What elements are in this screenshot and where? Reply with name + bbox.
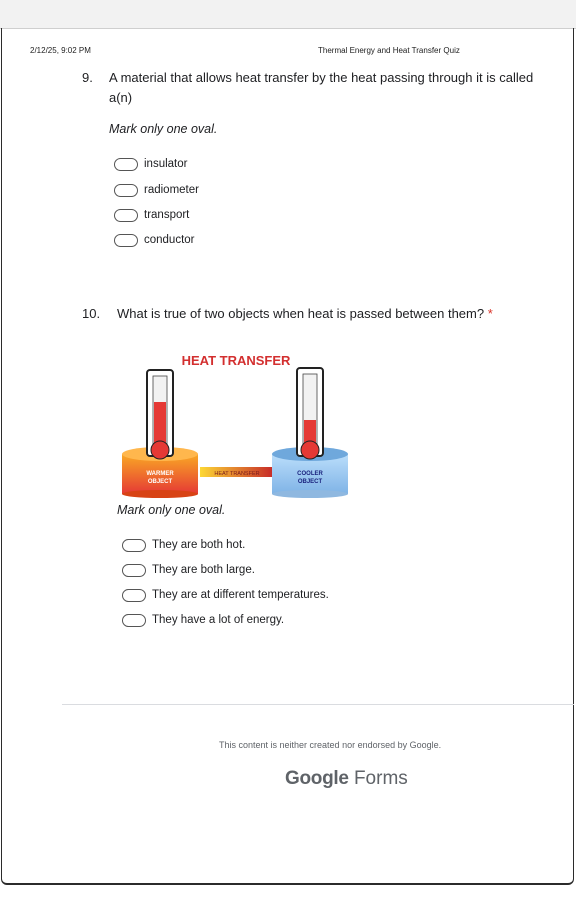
browser-top-bar	[0, 0, 576, 29]
q10-text-wrap	[117, 304, 493, 324]
q9-option-radiometer[interactable]	[114, 181, 199, 199]
option-label: They have a lot of energy.	[152, 614, 285, 626]
q10-text: What is true of two objects when heat is passed between them?	[117, 306, 485, 321]
radio-oval[interactable]	[114, 234, 138, 247]
heat-transfer-image	[114, 348, 362, 500]
arrow-label: HEAT TRANSFER	[214, 471, 260, 477]
option-label: They are at different temperatures.	[152, 589, 329, 601]
cool-thermometer-icon	[297, 368, 323, 459]
radio-oval[interactable]	[122, 614, 146, 627]
print-datetime: 2/12/25, 9:02 PM	[30, 46, 91, 55]
option-label: They are both large.	[152, 564, 255, 576]
radio-oval[interactable]	[122, 539, 146, 552]
q9-text-line2: a(n)	[109, 90, 133, 105]
brand-google: Google	[285, 768, 349, 789]
q10-option-both-large[interactable]	[122, 561, 255, 579]
q9-option-conductor[interactable]	[114, 231, 195, 249]
warm-thermometer-icon	[147, 370, 173, 459]
q9-text-line1: A material that allows heat transfer by the heat passing through it is called	[109, 70, 534, 85]
q9-option-insulator[interactable]	[114, 155, 187, 173]
option-label: transport	[144, 209, 190, 221]
radio-oval[interactable]	[122, 564, 146, 577]
q10-option-different-temperatures[interactable]	[122, 586, 329, 604]
q10-number: 10.	[82, 306, 101, 321]
required-asterisk: *	[487, 306, 493, 321]
q10-option-both-hot[interactable]	[122, 536, 245, 554]
cooler-label-1: COOLER	[297, 471, 323, 477]
footer-disclaimer: This content is neither created nor endorsed by Google.	[219, 740, 442, 750]
option-label: They are both hot.	[152, 539, 246, 551]
radio-oval[interactable]	[122, 589, 146, 602]
q9-option-transport[interactable]	[114, 206, 189, 224]
q9-hint: Mark only one oval.	[109, 122, 218, 136]
radio-oval[interactable]	[114, 158, 138, 171]
option-label: radiometer	[144, 184, 199, 196]
figure-title: HEAT TRANSFER	[181, 353, 291, 368]
cooler-label-2: OBJECT	[297, 479, 323, 485]
print-doc-title: Thermal Energy and Heat Transfer Quiz	[318, 46, 460, 55]
footer-divider	[62, 704, 574, 705]
q10-hint: Mark only one oval.	[117, 503, 226, 517]
brand-forms: Forms	[353, 768, 408, 789]
radio-oval[interactable]	[114, 184, 138, 197]
warmer-label-2: OBJECT	[147, 479, 173, 485]
option-label: conductor	[144, 234, 195, 246]
option-label: insulator	[144, 158, 188, 170]
q10-option-lot-of-energy[interactable]	[122, 611, 284, 629]
radio-oval[interactable]	[114, 209, 138, 222]
q9-number: 9.	[82, 70, 93, 85]
google-forms-logo	[285, 768, 408, 790]
warmer-label-1: WARMER	[146, 471, 174, 477]
